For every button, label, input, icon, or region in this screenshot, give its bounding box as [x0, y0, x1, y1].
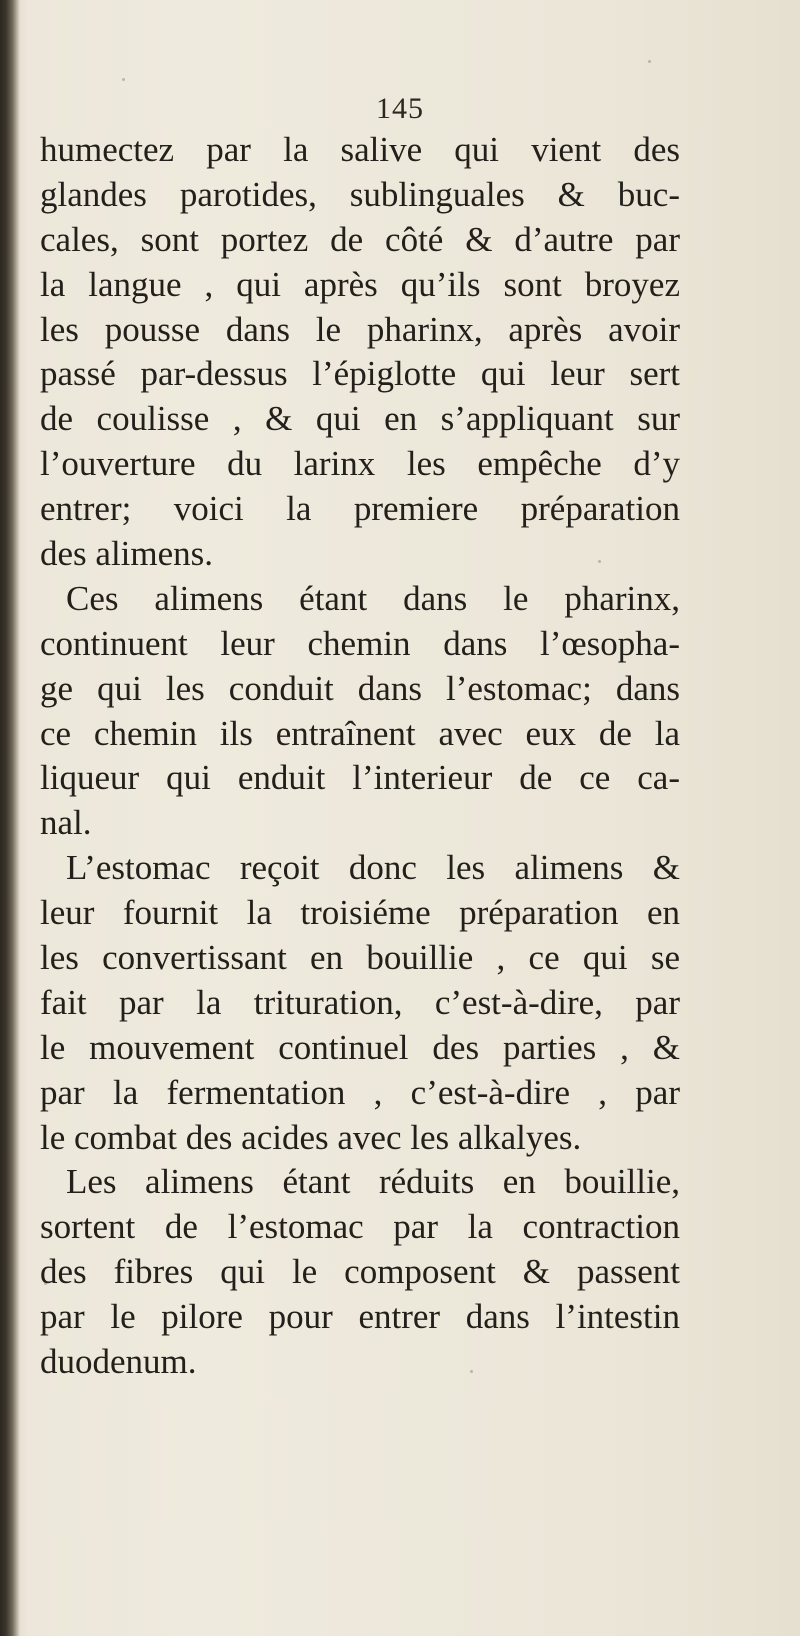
text-line: fait par la trituration, c’est-à-dire, par	[40, 982, 680, 1022]
text-line: le combat des acides avec les alkalyes.	[40, 1117, 582, 1157]
text-line: les convertissant en bouillie , ce qui se	[40, 938, 680, 978]
text-line: le mouvement continuel des parties , &	[40, 1027, 680, 1067]
text-line: cales, sont portez de côté & d’autre par	[40, 219, 680, 259]
text-line: des fibres qui le composent & passent	[40, 1252, 680, 1292]
text-line: par le pilore pour entrer dans l’intestin	[40, 1297, 680, 1337]
text-line: sortent de l’estomac par la contraction	[40, 1207, 680, 1247]
text-line: L’estomac reçoit donc les alimens &	[66, 848, 680, 888]
text-line: Les alimens étant réduits en bouillie,	[66, 1162, 680, 1202]
text-line: des alimens.	[40, 534, 214, 574]
text-line: la langue , qui après qu’ils sont broyez	[40, 264, 680, 304]
text-line: ce chemin ils entraînent avec eux de la	[40, 713, 680, 753]
binding-shadow	[0, 0, 20, 1636]
text-line: passé par-dessus l’épiglotte qui leur sert	[40, 354, 680, 394]
text-line: liqueur qui enduit l’interieur de ce ca-	[40, 758, 680, 798]
text-line: les pousse dans le pharinx, après avoir	[40, 309, 680, 349]
text-line: ge qui les conduit dans l’estomac; dans	[40, 668, 680, 708]
text-line: par la fermentation , c’est-à-dire , par	[40, 1072, 680, 1112]
text-line: Ces alimens étant dans le pharinx,	[66, 578, 680, 618]
text-line: continuent leur chemin dans l’œsopha-	[40, 623, 680, 663]
text-line: nal.	[40, 803, 92, 843]
body-text	[40, 128, 680, 1385]
text-line: de coulisse , & qui en s’appliquant sur	[40, 399, 680, 439]
text-line: leur fournit la troisiéme préparation en	[40, 893, 680, 933]
text-line: l’ouverture du larinx les empêche d’y	[40, 444, 680, 484]
page-number: 145	[376, 92, 424, 125]
text-line: humectez par la salive qui vient des	[40, 130, 680, 169]
text-line: entrer; voici la premiere préparation	[40, 489, 680, 529]
text-line: duodenum.	[40, 1342, 197, 1382]
paper-speck	[122, 78, 125, 81]
text-line: glandes parotides, sublinguales & buc-	[40, 174, 680, 214]
paper-speck	[648, 60, 651, 63]
